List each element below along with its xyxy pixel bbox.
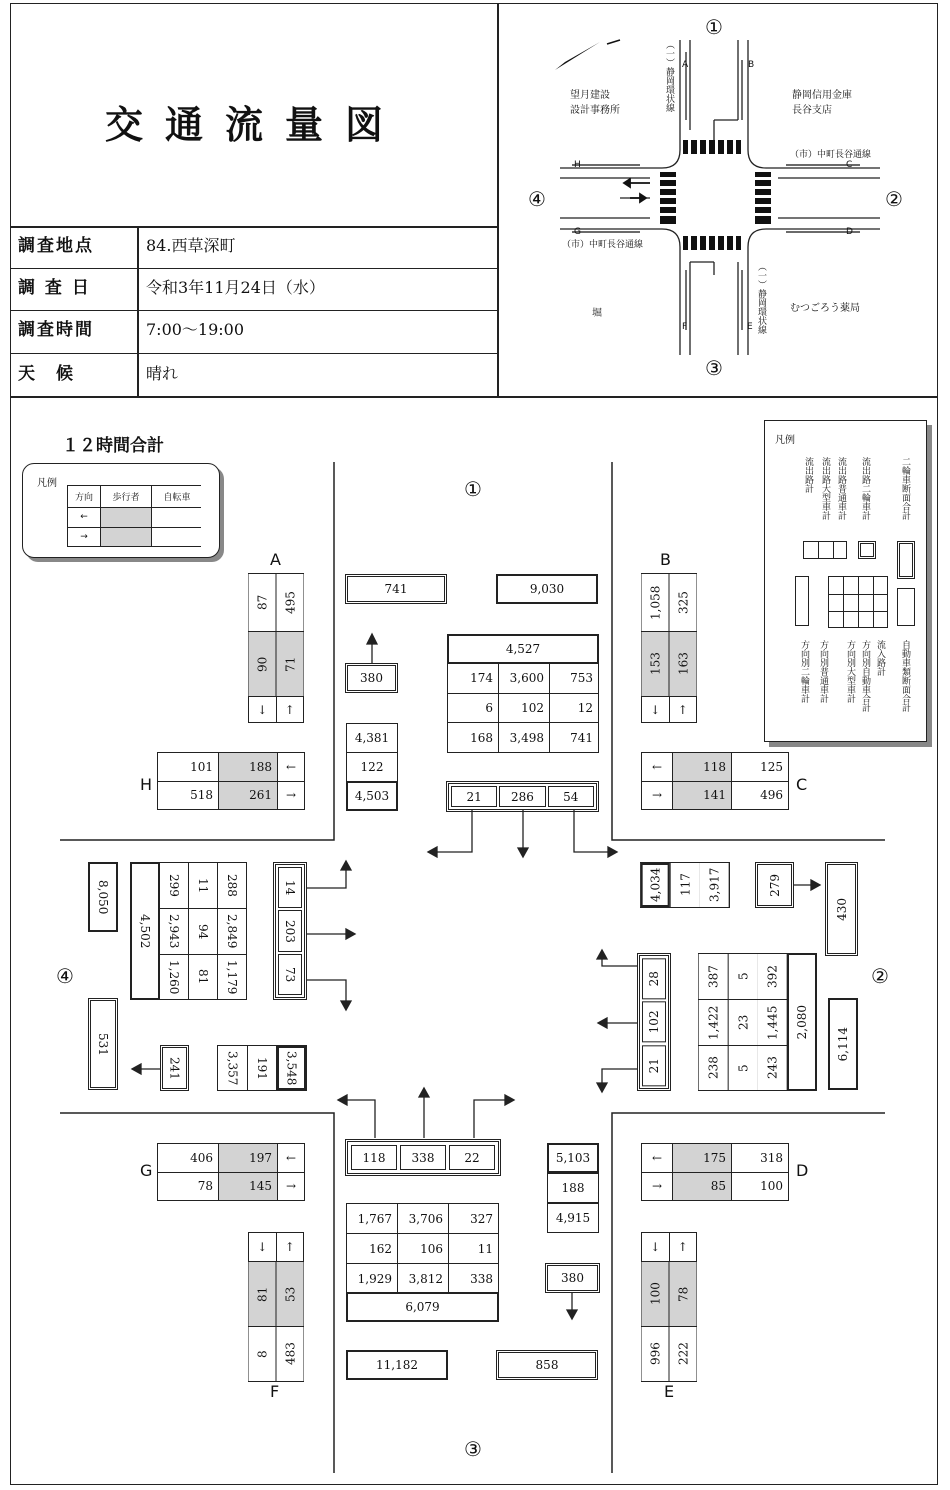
crosswalk-c-ped-left: 118 <box>673 753 731 781</box>
crosswalk-b-table <box>641 573 697 723</box>
west-grid-cell: 11 <box>189 863 217 908</box>
crosswalk-g-label: G <box>140 1161 153 1180</box>
map-road-west-name: （市）中町長谷通線 <box>562 240 644 250</box>
location-label: 調査地点 <box>18 236 94 256</box>
section-title: １２時間合計 <box>62 436 164 456</box>
south-2w-section-total: 858 <box>496 1350 598 1380</box>
north-dir-2w <box>446 781 599 812</box>
arrow-up-icon: ↑ <box>277 1233 304 1261</box>
crosswalk-c-bike-right: 496 <box>732 782 788 810</box>
location-value: 84.西草深町 <box>146 236 236 255</box>
crosswalk-b-bike-up: 325 <box>670 574 697 631</box>
time-value: 7:00～19:00 <box>146 320 245 339</box>
crosswalk-a-ped-down: 90 <box>249 632 276 696</box>
crosswalk-b-ped-up: 163 <box>670 632 697 696</box>
crosswalk-c-ped-right: 141 <box>673 782 731 810</box>
east-grid-cell: 23 <box>729 1000 758 1045</box>
legend-b3: 方向別大型車計 <box>845 640 855 703</box>
west-outflow-2w-value: 241 <box>167 1056 182 1080</box>
south-auto-section-total: 11,182 <box>346 1350 448 1380</box>
east-auto-section-value: 6,114 <box>836 1026 850 1062</box>
crosswalk-f-label: F <box>270 1382 280 1401</box>
north-outflow-total: 4,381 <box>346 723 398 753</box>
south-2w-right: 22 <box>449 1145 495 1170</box>
west-outflow-table <box>217 1045 307 1091</box>
east-grid-cell: 387 <box>699 954 728 999</box>
map-code-d: D <box>846 227 853 237</box>
crosswalk-e-ped-down: 100 <box>642 1262 669 1326</box>
legend-row-left: ← <box>68 508 100 526</box>
north-grid-cell: 12 <box>550 694 598 723</box>
south-grid-cell: 3,706 <box>398 1204 448 1233</box>
west-grid-cell: 1,260 <box>160 955 188 999</box>
north-inflow-total: 4,527 <box>447 634 599 664</box>
crosswalk-a-table <box>248 573 304 723</box>
date-value: 令和3年11月24日（水） <box>146 278 325 297</box>
page-title: 交通流量図 <box>104 103 405 147</box>
crosswalk-f-table <box>248 1232 304 1382</box>
west-2w-section-total <box>88 998 118 1090</box>
east-outflow-table <box>640 862 730 908</box>
map-code-h: H <box>574 160 581 170</box>
west-grid-cell: 288 <box>218 863 246 908</box>
north-2w-right: 54 <box>548 786 594 807</box>
east-direction-grid <box>698 953 788 1091</box>
legend-c5: 二輪車断面合計 <box>900 457 910 520</box>
east-2w-right: 21 <box>642 1045 666 1086</box>
map-building-nw: 望月建設 設計事務所 <box>570 90 620 116</box>
crosswalk-g-table <box>157 1143 305 1201</box>
approach-west-label: ④ <box>56 964 74 988</box>
arrow-up-icon: ↑ <box>277 697 304 722</box>
crosswalk-a-ped-up: 71 <box>277 632 304 696</box>
east-2w-section-total <box>825 862 858 956</box>
east-2w-left: 28 <box>642 958 666 999</box>
map-code-a: A <box>682 60 689 70</box>
north-2w-section-total: 741 <box>345 574 447 604</box>
approach-east-label: ② <box>871 964 889 988</box>
north-grid-cell: 174 <box>448 664 498 693</box>
south-direction-grid <box>346 1203 499 1294</box>
south-dir-2w <box>345 1139 501 1176</box>
crosswalk-g-ped-left: 197 <box>219 1144 277 1172</box>
map-road-north-name: （一）静岡環状線 <box>664 40 674 112</box>
legend-flow-title: 凡例 <box>775 435 795 446</box>
crosswalk-c-bike-left: 125 <box>732 753 788 781</box>
arrow-right-icon: → <box>278 782 304 810</box>
north-outflow-normal: 4,503 <box>346 781 398 811</box>
map-code-c: C <box>846 160 853 170</box>
legend-h-direction: 方向 <box>68 486 100 507</box>
west-grid-cell: 2,849 <box>218 909 246 954</box>
arrow-right-icon: → <box>278 1173 304 1201</box>
south-outflow-total: 5,103 <box>547 1143 599 1173</box>
north-direction-grid <box>447 663 599 753</box>
west-outflow-large: 191 <box>248 1046 277 1090</box>
arrow-right-icon: → <box>642 1173 672 1201</box>
legend-c4: 流出路二輪車計 <box>860 457 870 520</box>
crosswalk-a-label: A <box>270 550 281 569</box>
south-grid-cell: 106 <box>398 1234 448 1263</box>
map-building-sw: 堀 <box>592 308 602 319</box>
date-label: 調 査 日 <box>18 278 91 298</box>
map-code-g: G <box>574 227 581 237</box>
west-2w-right: 73 <box>278 954 302 995</box>
map-code-e: E <box>747 322 753 332</box>
arrow-down-icon: ↓ <box>642 697 669 722</box>
south-grid-cell: 1,929 <box>347 1264 397 1293</box>
west-grid-cell: 1,179 <box>218 955 246 999</box>
arrow-up-icon: ↑ <box>670 1233 697 1261</box>
east-auto-section-total <box>828 998 858 1090</box>
south-grid-cell: 338 <box>449 1264 498 1293</box>
crosswalk-d-ped-left: 175 <box>673 1144 731 1172</box>
weather-value: 晴れ <box>146 364 179 383</box>
south-grid-cell: 3,812 <box>398 1264 448 1293</box>
approach-south-label: ③ <box>464 1437 482 1461</box>
map-approach-east: ② <box>885 187 903 211</box>
arrow-down-icon: ↓ <box>642 1233 669 1261</box>
legend-b4: 方向別自動車合計 <box>860 640 870 712</box>
north-auto-section-total: 9,030 <box>496 574 598 604</box>
crosswalk-b-bike-down: 1,058 <box>642 574 669 631</box>
east-inflow-value: 2,080 <box>795 1004 809 1040</box>
west-outflow-normal: 3,357 <box>218 1046 247 1090</box>
arrow-right-icon: → <box>642 782 672 810</box>
map-road-south-name: （一）静岡環状線 <box>756 262 766 334</box>
west-2w-left: 14 <box>278 867 302 908</box>
west-auto-section-value: 8,050 <box>96 879 110 915</box>
east-grid-cell: 5 <box>729 954 758 999</box>
east-inflow-total <box>787 953 817 1091</box>
legend-b6: 自動車類断面合計 <box>900 640 910 712</box>
crosswalk-h-ped-right: 261 <box>219 782 277 810</box>
crosswalk-e-table <box>641 1232 697 1382</box>
north-grid-cell: 168 <box>448 723 498 752</box>
west-auto-section-total <box>88 862 118 932</box>
crosswalk-h-label: H <box>140 775 153 794</box>
east-grid-cell: 1,445 <box>758 1000 787 1045</box>
south-outflow-large: 188 <box>547 1173 599 1203</box>
north-outflow-2w: 380 <box>345 663 398 693</box>
crosswalk-g-bike-right: 78 <box>158 1173 218 1201</box>
south-grid-cell: 1,767 <box>347 1204 397 1233</box>
crosswalk-b-ped-down: 153 <box>642 632 669 696</box>
south-2w-left: 118 <box>351 1145 397 1170</box>
legend-h-pedestrian: 歩行者 <box>101 486 151 507</box>
east-2w-straight: 102 <box>642 1001 666 1042</box>
legend-c3: 流出路普通車計 <box>836 457 846 520</box>
crosswalk-f-ped-down: 81 <box>249 1262 276 1326</box>
map-code-b: B <box>748 60 755 70</box>
crosswalk-d-table <box>641 1143 789 1201</box>
crosswalk-a-bike-up: 495 <box>277 574 304 631</box>
south-outflow-2w: 380 <box>545 1263 600 1293</box>
north-2w-left: 21 <box>451 786 497 807</box>
east-2w-section-value: 430 <box>834 897 849 921</box>
south-2w-straight: 338 <box>400 1145 446 1170</box>
crosswalk-e-label: E <box>664 1382 675 1401</box>
legend-h-bicycle: 自転車 <box>152 486 202 507</box>
weather-label: 天 候 <box>18 364 75 384</box>
map-building-se: むつごろう薬局 <box>790 303 860 314</box>
crosswalk-h-ped-left: 188 <box>219 753 277 781</box>
north-grid-cell: 753 <box>550 664 598 693</box>
legend-row-right: → <box>68 528 100 546</box>
north-grid-cell: 3,600 <box>499 664 549 693</box>
map-approach-north: ① <box>705 15 723 39</box>
legend-b1: 方向別二輪車計 <box>799 640 809 703</box>
time-label: 調査時間 <box>18 320 94 340</box>
crosswalk-f-bike-down: 8 <box>249 1327 276 1381</box>
south-grid-cell: 162 <box>347 1234 397 1263</box>
crosswalk-e-bike-up: 222 <box>670 1327 697 1381</box>
crosswalk-g-bike-left: 406 <box>158 1144 218 1172</box>
crosswalk-d-bike-right: 100 <box>732 1173 788 1201</box>
legend-c1: 流出路計 <box>803 457 813 493</box>
east-outflow-2w <box>755 862 794 908</box>
legend-crosswalk-title: 凡例 <box>37 478 57 489</box>
crosswalk-d-label: D <box>796 1161 809 1180</box>
east-dir-2w <box>637 953 671 1091</box>
arrow-left-icon: ← <box>278 1144 304 1172</box>
crosswalk-c-table <box>641 752 789 810</box>
west-inflow-total <box>130 862 160 1000</box>
crosswalk-e-bike-down: 996 <box>642 1327 669 1381</box>
arrow-left-icon: ← <box>642 753 672 781</box>
west-grid-cell: 299 <box>160 863 188 908</box>
west-direction-grid <box>159 862 247 1000</box>
west-2w-section-value: 531 <box>96 1032 110 1056</box>
west-dir-2w <box>273 862 307 1000</box>
east-outflow-2w-value: 279 <box>767 873 782 897</box>
arrow-down-icon: ↓ <box>249 1233 276 1261</box>
east-grid-cell: 1,422 <box>699 1000 728 1045</box>
east-grid-cell: 238 <box>699 1046 728 1090</box>
north-grid-cell: 3,498 <box>499 723 549 752</box>
north-outflow-large: 122 <box>346 752 398 782</box>
north-2w-straight: 286 <box>499 786 545 807</box>
arrow-left-icon: ← <box>642 1144 672 1172</box>
arrow-up-icon: ↑ <box>670 697 697 722</box>
crosswalk-f-ped-up: 53 <box>277 1262 304 1326</box>
east-grid-cell: 392 <box>758 954 787 999</box>
west-grid-cell: 2,943 <box>160 909 188 954</box>
crosswalk-f-bike-up: 483 <box>277 1327 304 1381</box>
approach-north-label: ① <box>464 477 482 501</box>
west-2w-straight: 203 <box>278 910 302 951</box>
arrow-left-icon: ← <box>278 753 304 781</box>
legend-b2: 方向別普通車計 <box>818 640 828 703</box>
map-approach-west: ④ <box>528 187 546 211</box>
north-grid-cell: 741 <box>550 723 598 752</box>
north-grid-cell: 102 <box>499 694 549 723</box>
crosswalk-a-bike-down: 87 <box>249 574 276 631</box>
map-building-ne: 静岡信用金庫 長谷支店 <box>792 90 852 116</box>
west-outflow-2w <box>160 1045 189 1091</box>
west-grid-cell: 81 <box>189 955 217 999</box>
crosswalk-d-bike-left: 318 <box>732 1144 788 1172</box>
crosswalk-g-ped-right: 145 <box>219 1173 277 1201</box>
west-outflow-total: 3,548 <box>277 1046 306 1090</box>
south-inflow-total: 6,079 <box>346 1292 499 1322</box>
legend-b5: 流入路計 <box>875 640 885 676</box>
legend-c2: 流出路大型車計 <box>820 457 830 520</box>
east-outflow-total: 4,034 <box>641 863 670 907</box>
crosswalk-c-label: C <box>796 775 808 794</box>
arrow-down-icon: ↓ <box>249 697 276 722</box>
map-road-east-name: （市）中町長谷通線 <box>790 150 872 160</box>
south-outflow-normal: 4,915 <box>547 1203 599 1233</box>
map-approach-south: ③ <box>705 356 723 380</box>
north-grid-cell: 6 <box>448 694 498 723</box>
east-grid-cell: 5 <box>729 1046 758 1090</box>
west-inflow-value: 4,502 <box>138 913 152 949</box>
west-grid-cell: 94 <box>189 909 217 954</box>
map-code-f: F <box>682 322 688 332</box>
south-grid-cell: 327 <box>449 1204 498 1233</box>
east-grid-cell: 243 <box>758 1046 787 1090</box>
east-outflow-normal: 3,917 <box>700 863 729 907</box>
crosswalk-e-ped-up: 78 <box>670 1262 697 1326</box>
crosswalk-b-label: B <box>660 550 671 569</box>
south-grid-cell: 11 <box>449 1234 498 1263</box>
crosswalk-d-ped-right: 85 <box>673 1173 731 1201</box>
crosswalk-h-bike-right: 518 <box>158 782 218 810</box>
crosswalk-h-bike-left: 101 <box>158 753 218 781</box>
crosswalk-h-table <box>157 752 305 810</box>
east-outflow-large: 117 <box>671 863 700 907</box>
